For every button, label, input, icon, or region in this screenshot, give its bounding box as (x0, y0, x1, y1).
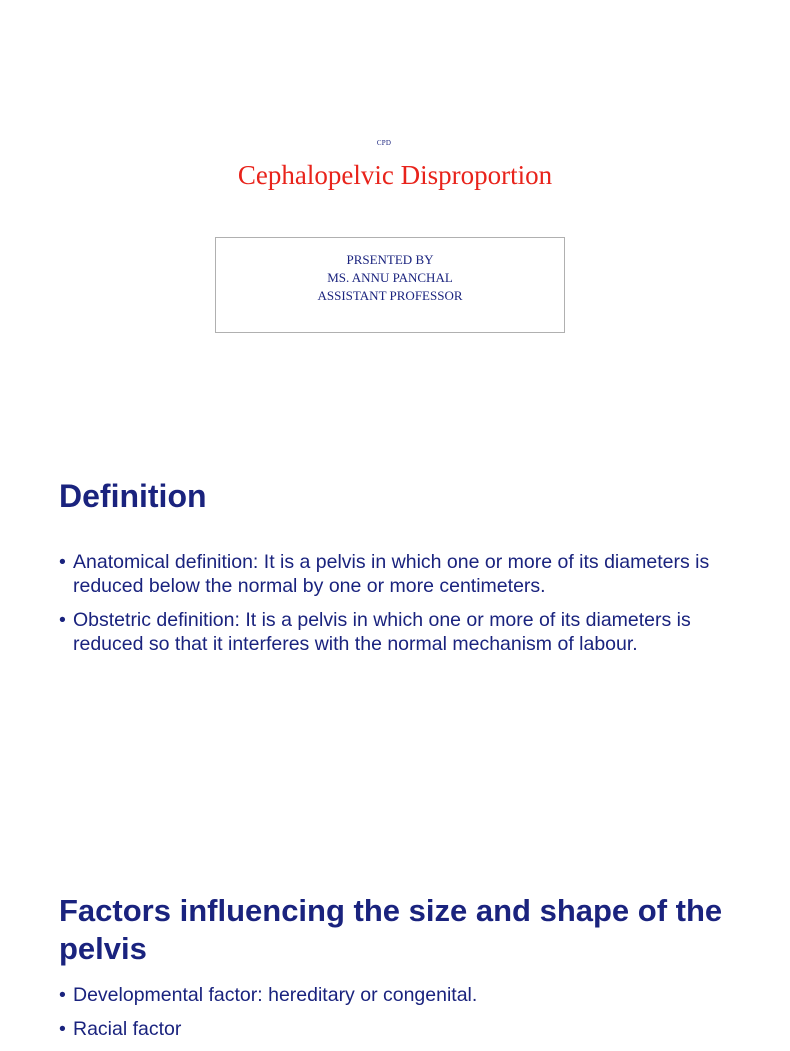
bullet-text: Developmental factor: hereditary or congenital. (73, 984, 478, 1006)
definition-heading: Definition (59, 478, 207, 514)
list-item (59, 608, 719, 656)
bullet-text: Anatomical definition: It is a pelvis in which one or more of its diameters is reduced below the normal by one or more centimeters. (73, 551, 710, 597)
slide-title: Cephalopelvic Disproportion (237, 160, 553, 190)
presenter-name: MS. ANNU PANCHAL (327, 270, 453, 285)
bullet-icon: • (59, 609, 66, 631)
presenter-line-1: PRSENTED BY (346, 252, 434, 267)
bullet-text: Racial factor (73, 1018, 182, 1040)
list-item (59, 1017, 719, 1041)
presenter-box (215, 237, 565, 333)
factors-bullet-list (59, 983, 719, 1051)
definition-bullet-list (59, 550, 719, 666)
presenter-role: ASSISTANT PROFESSOR (317, 288, 463, 303)
list-item (59, 550, 719, 598)
bullet-text: Obstetric definition: It is a pelvis in which one or more of its diameters is reduced so that it interferes with the normal mechanism of labour. (73, 609, 691, 655)
bullet-icon: • (59, 551, 66, 573)
slide-small-label: CPD (376, 139, 392, 147)
factors-heading: Factors influencing the size and shape of the pelvis (59, 893, 723, 966)
bullet-icon: • (59, 984, 66, 1006)
list-item (59, 983, 719, 1007)
bullet-icon: • (59, 1018, 66, 1040)
